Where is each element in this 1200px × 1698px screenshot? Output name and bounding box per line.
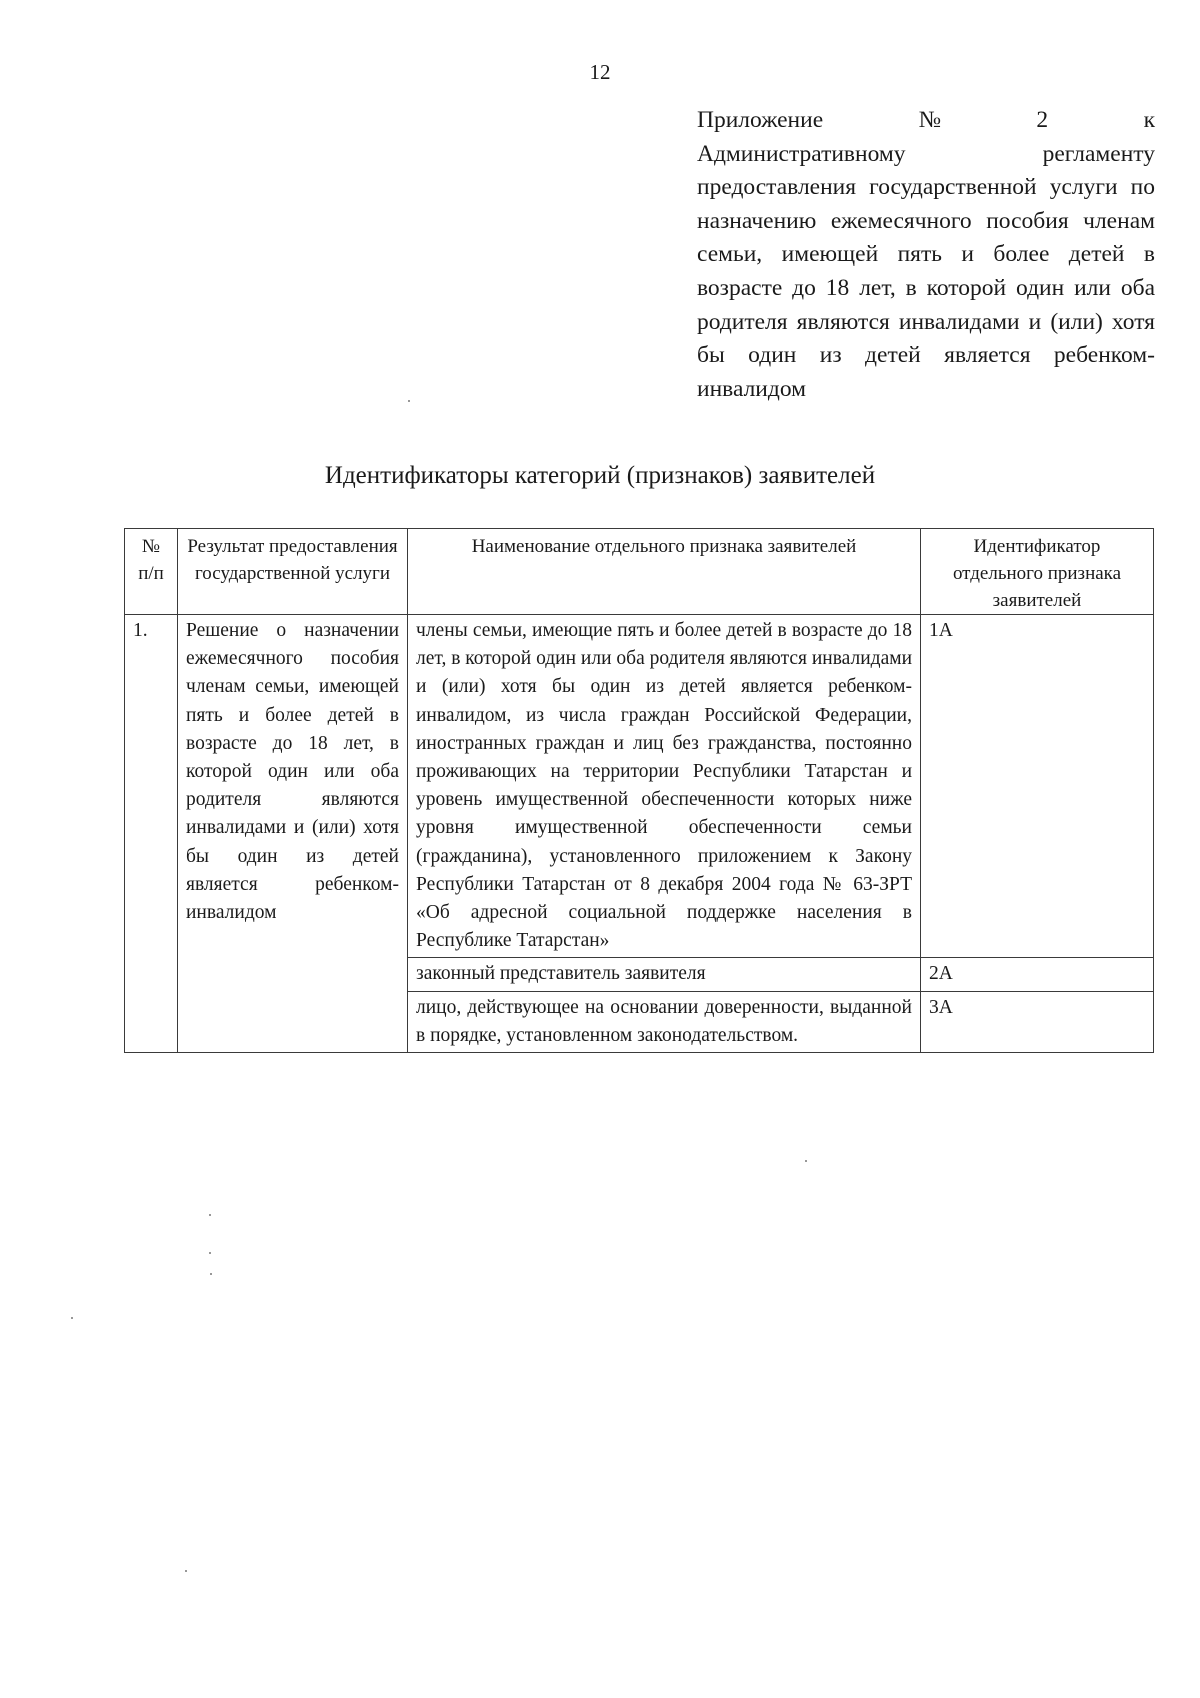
annex-reference — [697, 104, 1155, 406]
row-result: Решение о назначении ежемесячного пособия членам семьи, имеющей пять и более детей в возрасте до 18 лет, в которой один или оба родителя являются инвалидами и (или) хотя бы один из детей является ребенком-инвалидом — [178, 615, 408, 1053]
scan-speck — [71, 1317, 73, 1319]
annex-text: Административному регламенту предоставления государственной услуги по назначению ежемесячного пособия членам семьи, имеющей пять и более детей в возрасте до 18 лет, в которой один или оба родителя являются инвалидами и (или) хотя бы один из детей является ребенком-инвалидом — [697, 140, 1155, 402]
criterion-id: 2А — [921, 958, 1154, 991]
scan-speck — [805, 1160, 807, 1162]
scan-speck — [210, 1273, 212, 1275]
header-result: Результат предоставления государственной услуги — [178, 529, 408, 615]
header-criterion-name: Наименование отдельного признака заявителей — [408, 529, 921, 615]
criterion-name: законный представитель заявителя — [408, 958, 921, 991]
criterion-id: 3А — [921, 991, 1154, 1052]
document-title: Идентификаторы категорий (признаков) заявителей — [324, 462, 876, 489]
annex-word: Приложение — [697, 107, 824, 133]
criterion-name: члены семьи, имеющие пять и более детей в возрасте до 18 лет, в которой один или оба родителя являются инвалидами и (или) хотя бы один из детей является ребенком-инвалидом, из числа граждан Российской Федерации, иностранных граждан и лиц без гражданства, постоянно проживающих на территории Республики Татарстан и уровень имущественной обеспеченности которых ниже уровня имущественной обеспеченности семьи (гражданина), установленного приложением к Закону Республики Татарстан от 8 декабря 2004 года № 63-ЗРТ «Об адресной социальной поддержке населения в Республике Татарстан» — [408, 615, 921, 958]
header-number: № п/п — [125, 529, 178, 615]
annex-number: 2 — [1036, 107, 1049, 133]
criterion-name: лицо, действующее на основании доверенности, выданной в порядке, установленном законодательством. — [408, 991, 921, 1052]
page-number: 12 — [589, 60, 611, 84]
row-number: 1. — [125, 615, 178, 1053]
annex-number-sign: № — [918, 107, 941, 133]
annex-heading-line — [697, 104, 1155, 138]
scan-speck — [185, 1570, 187, 1572]
annex-preposition: к — [1143, 107, 1155, 133]
table-header-row — [125, 529, 1154, 615]
header-identifier: Идентификатор отдельного признака заявителей — [921, 529, 1154, 615]
applicant-criteria-table — [124, 528, 1154, 1053]
scan-speck — [408, 400, 410, 402]
scan-speck — [209, 1252, 211, 1254]
criterion-id: 1А — [921, 615, 1154, 958]
table-row — [125, 615, 1154, 958]
scan-speck — [209, 1214, 211, 1216]
